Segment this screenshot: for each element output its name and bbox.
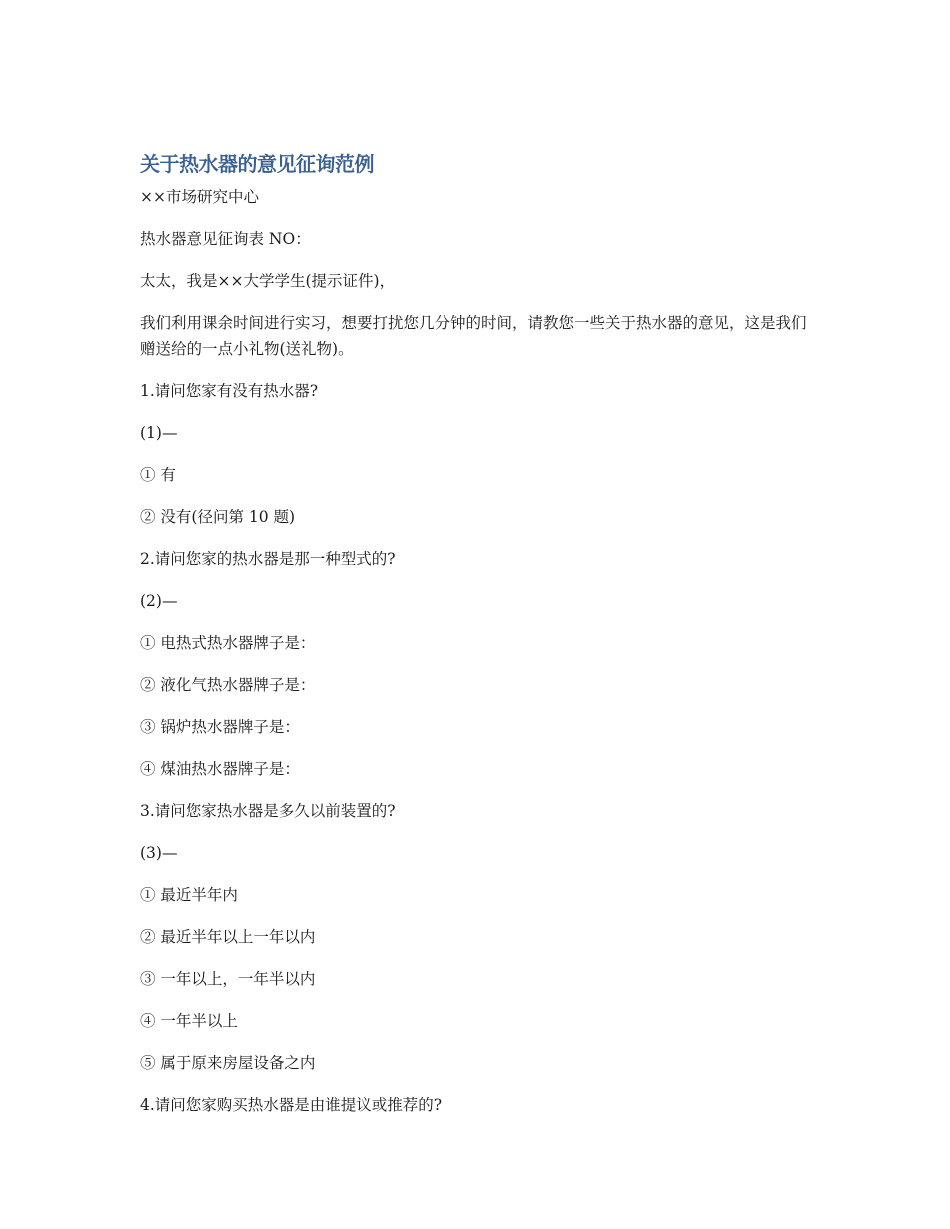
option-1-2: ② 没有(径问第 10 题): [140, 508, 296, 526]
option-3-1: ① 最近半年内: [140, 886, 238, 904]
answer-slot-3: (3)—: [140, 844, 178, 862]
organization-name: ××市场研究中心: [140, 188, 259, 206]
question-1: 1.请问您家有没有热水器?: [140, 382, 319, 400]
option-2-2: ② 液化气热水器牌子是：: [140, 676, 316, 694]
option-3-5: ⑤ 属于原来房屋设备之内: [140, 1054, 316, 1072]
option-1-1: ① 有: [140, 466, 176, 484]
form-number-line: 热水器意见征询表 NO：: [140, 230, 311, 248]
option-3-3: ③ 一年以上，一年半以内: [140, 970, 316, 988]
option-2-1: ① 电热式热水器牌子是：: [140, 634, 316, 652]
option-3-2: ② 最近半年以上一年以内: [140, 928, 316, 946]
option-2-3: ③ 锅炉热水器牌子是：: [140, 718, 300, 736]
answer-slot-2: (2)—: [140, 592, 178, 610]
question-4: 4.请问您家购买热水器是由谁提议或推荐的?: [140, 1096, 443, 1114]
document-page: [140, 150, 820, 1134]
question-2: 2.请问您家的热水器是那一种型式的?: [140, 550, 396, 568]
option-2-4: ④ 煤油热水器牌子是：: [140, 760, 300, 778]
greeting-line: 太太，我是××大学学生(提示证件)，: [140, 272, 396, 290]
option-3-4: ④ 一年半以上: [140, 1012, 238, 1030]
answer-slot-1: (1)—: [140, 424, 178, 442]
document-title: 关于热水器的意见征询范例: [140, 152, 374, 176]
question-3: 3.请问您家热水器是多久以前装置的?: [140, 802, 396, 820]
intro-paragraph: 我们利用课余时间进行实习，想要打扰您几分钟的时间，请教您一些关于热水器的意见，这是我们赠送给的一点小礼物(送礼物)。: [140, 314, 807, 358]
